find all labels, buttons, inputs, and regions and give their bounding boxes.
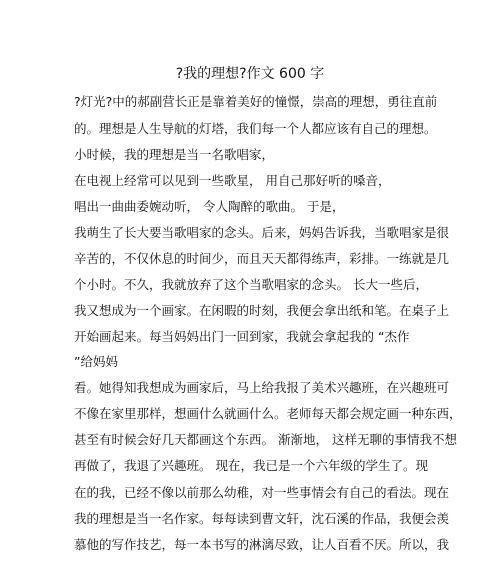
text-line: 在电视上经常可以见到一些歌星， 用自己那好听的嗓音， <box>74 173 391 188</box>
text-line: 小时候，我的理想是当一名歌唱家， <box>74 147 275 162</box>
text-line: 开始画起来。每当妈妈出门一回到家，我就会拿起我的 “杰作 <box>74 329 410 344</box>
text-line: ?灯光?中的郝副营长正是靠着美好的憧憬，崇高的理想，勇往直前 <box>74 94 438 109</box>
text-line: 甚至有时候会好几天都画这个东西。 渐渐地， 这样无聊的事情我不想 <box>74 432 457 447</box>
text-line: 唱出一曲曲委婉动听， 令人陶醉的歌曲。 于是， <box>74 199 345 214</box>
text-line: 看。她得知我想成为画家后，马上给我报了美术兴趣班，在兴趣班可 <box>74 380 450 395</box>
text-line: 慕他的写作技艺，每一本书写的淋漓尽致，让人百看不厌。所以，我 <box>74 537 450 552</box>
text-line: 在的我，已经不像以前那么幼稚，对一些事情会有自己的看法。现在 <box>74 485 450 500</box>
text-line: 个小时。不久，我就放弃了这个当歌唱家的念头。 长大一些后， <box>74 277 428 292</box>
text-line: ”给妈妈 <box>74 354 118 369</box>
text-line: 我又想成为一个画家。在闲暇的时刻，我便会拿出纸和笔。在桌子上 <box>74 303 450 318</box>
text-line: 我萌生了长大要当歌唱家的念头。后来，妈妈告诉我，当歌唱家是很 <box>74 225 450 240</box>
text-line: 的。理想是人生导航的灯塔，我们每一个人都应该有自己的理想。 <box>74 121 437 136</box>
text-line: 我的理想是当一名作家。每每读到曹文轩，沈石溪的作品，我便会羡 <box>74 511 450 526</box>
text-line: 再做了，我退了兴趣班。 现在，我已是一个六年级的学生了。现 <box>74 458 428 473</box>
text-line: 不像在家里那样，想画什么就画什么。老师每天都会规定画一种东西， <box>74 406 462 421</box>
document-title: ?我的理想?作文 600 字 <box>175 66 325 82</box>
text-line: 辛苦的，不仅休息的时间少，而且天天都得练声，彩排。一练就是几 <box>74 251 450 266</box>
